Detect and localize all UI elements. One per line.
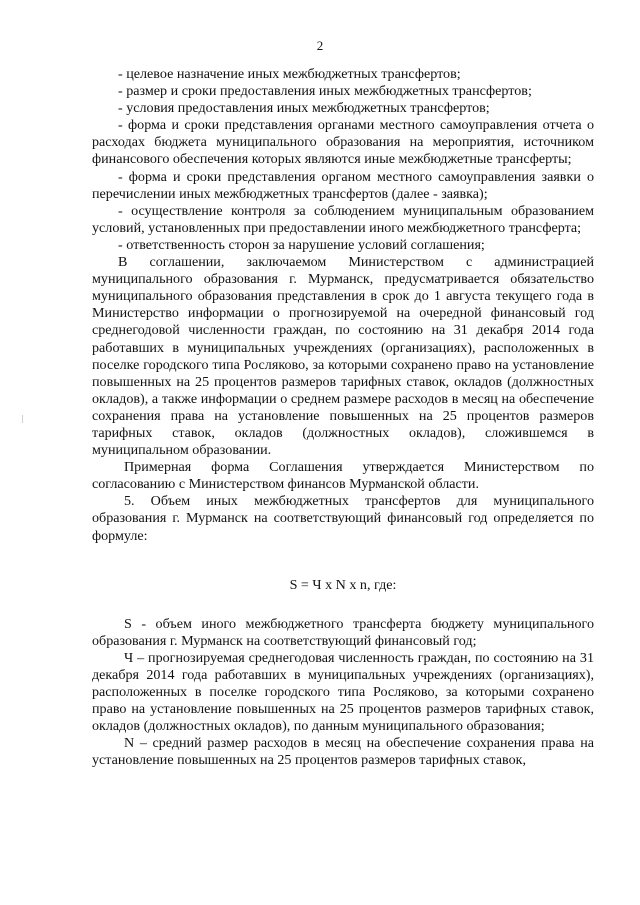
formula: S = Ч x N x n, где: [289,576,397,593]
list-item-purpose: - целевое назначение иных межбюджетных трансфертов; [118,66,461,82]
document-body [92,66,594,770]
paragraph-agreement: В соглашении, заключаемом Министерством с администрацией муниципального образования г. Мурманск, предусматривается обязательство муниципального образования представления в срок до 1 августа текущего года в Министерство информации о прогнозируемой на очередной финансовый год среднегодовой численности граждан, по состоянию на 31 декабря 2014 года работавших в муниципальных учреждениях (организациях), расположенных в поселке городского типа Росляково, за которыми сохранено право на установление повышенных на 25 процентов размеров тарифных ставок, окладов (должностных окладов), а также информации о среднем размере расходов в месяц на обеспечение сохранения права на установление повышенных на 25 процентов размеров тарифных ставок, окладов (должностных окладов), сложившемся в муниципальном образовании. [92,254,594,459]
list-item-responsibility: - ответственность сторон за нарушение условий соглашения; [118,236,485,253]
paragraph-section-5: 5. Объем иных межбюджетных трансфертов для муниципального образования г. Мурманск на соответствующий финансовый год определяется по формуле: [92,493,594,544]
list-item-control: - осуществление контроля за соблюдением муниципальным образованием условий, установленных при предоставлении иного межбюджетного трансферта; [92,202,594,236]
list-item-amount-terms: - размер и сроки предоставления иных межбюджетных трансфертов; [118,83,532,100]
definition-ch: Ч – прогнозируемая среднегодовая численность граждан, по состоянию на 31 декабря 2014 года работавших в муниципальных учреждениях (организациях), расположенных в поселке городского типа Росляково, за которыми сохранено право на установление повышенных на 25 процентов размеров тарифных ставок, окладов (должностных окладов), по данным муниципального образования; [92,649,594,735]
paragraph-sample-form: Примерная форма Соглашения утверждается Министерством по согласованию с Министерством финансов Мурманской области. [92,459,594,493]
list-item-request-form: - форма и сроки представления органом местного самоуправления заявки о перечислении иных межбюджетных трансфертов (далее - заявка); [92,168,594,202]
list-item-report-form: - форма и сроки представления органами местного самоуправления отчета о расходах бюджета муниципального образования на мероприятия, источником финансового обеспечения которых являются иные межбюджетные трансферты; [92,117,594,168]
page-number: 2 [316,38,324,53]
definition-n: N – средний размер расходов в месяц на обеспечение сохранения права на установление повышенных на 25 процентов размеров тарифных ставок, [92,735,594,769]
definition-s: S - объем иного межбюджетного трансферта бюджету муниципального образования г. Мурманск на соответствующий финансовый год; [92,615,594,649]
list-item-conditions: - условия предоставления иных межбюджетных трансфертов; [118,100,490,117]
scan-edge-mark [22,415,23,423]
